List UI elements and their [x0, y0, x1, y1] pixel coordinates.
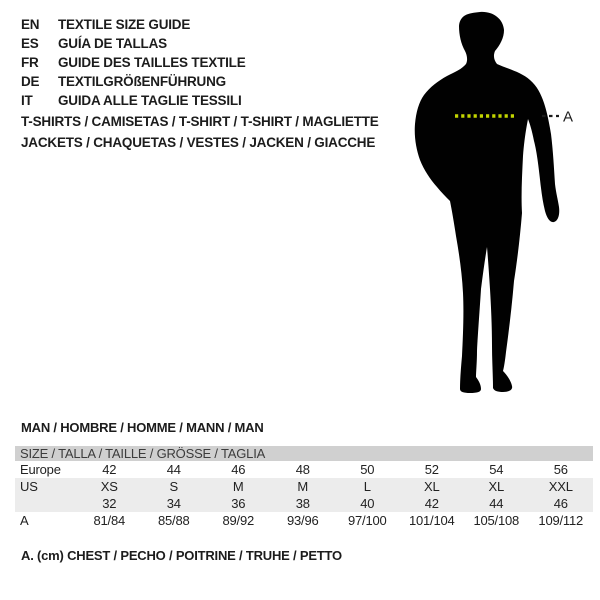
table-cell: 52 [424, 462, 439, 477]
table-cell: 44 [464, 495, 529, 512]
table-cell: XS [77, 478, 142, 495]
language-label: GUIDE DES TAILLES TEXTILE [58, 55, 246, 70]
language-row-es [21, 34, 246, 53]
row-label: US [15, 478, 77, 495]
table-header-row [15, 446, 593, 461]
table-cell: 89/92 [222, 513, 255, 528]
language-list [21, 15, 246, 110]
table-cell: 46 [529, 495, 594, 512]
table-cell: L [335, 478, 400, 495]
language-code: FR [21, 55, 39, 70]
table-cell: 46 [231, 462, 246, 477]
language-label: TEXTILGRÖßENFÜHRUNG [58, 74, 226, 89]
table-cell: 44 [166, 462, 181, 477]
footnote-chest: A. (cm) CHEST / PECHO / POITRINE / TRUHE / PETTO [21, 548, 342, 563]
row-label [15, 495, 77, 512]
table-cell: 54 [489, 462, 504, 477]
language-row-fr [21, 53, 246, 72]
table-cell: 101/104 [408, 513, 455, 528]
table-cell: 97/100 [347, 513, 387, 528]
table-cell: 105/108 [473, 513, 520, 528]
table-cell: 36 [206, 495, 271, 512]
row-label: A [20, 513, 29, 528]
table-row-europe [15, 461, 593, 478]
category-line-tshirts: T-SHIRTS / CAMISETAS / T-SHIRT / T-SHIRT / MAGLIETTE [21, 114, 379, 129]
table-cell: M [271, 478, 336, 495]
table-cell: 48 [295, 462, 310, 477]
language-row-en [21, 15, 246, 34]
category-line-jackets: JACKETS / CHAQUETAS / VESTES / JACKEN / GIACCHE [21, 135, 376, 150]
man-silhouette-figure [400, 0, 595, 400]
table-cell: 32 [77, 495, 142, 512]
language-label: GUÍA DE TALLAS [58, 36, 167, 51]
row-label: Europe [20, 462, 61, 477]
table-cell: 109/112 [538, 513, 584, 528]
language-code: DE [21, 74, 40, 89]
table-cell: 38 [271, 495, 336, 512]
table-row-chest-cm [15, 512, 593, 529]
table-cell: XXL [529, 478, 594, 495]
language-label: GUIDA ALLE TAGLIE TESSILI [58, 93, 242, 108]
table-cell: XL [400, 478, 465, 495]
table-cell: 50 [360, 462, 375, 477]
table-header: SIZE / TALLA / TAILLE / GRÖSSE / TAGLIA [15, 446, 593, 461]
size-table [15, 446, 593, 529]
language-row-it [21, 91, 246, 110]
language-code: ES [21, 36, 39, 51]
table-cell: XL [464, 478, 529, 495]
table-cell: 56 [553, 462, 568, 477]
table-row-uk [15, 495, 593, 512]
table-row-us [15, 478, 593, 495]
language-code: EN [21, 17, 40, 32]
table-cell: 93/96 [286, 513, 319, 528]
table-cell: S [142, 478, 207, 495]
table-cell: 81/84 [93, 513, 126, 528]
table-cell: 42 [102, 462, 117, 477]
man-silhouette-shape [415, 12, 560, 393]
language-row-de [21, 72, 246, 91]
table-cell: M [206, 478, 271, 495]
table-cell: 34 [142, 495, 207, 512]
section-title-man: MAN / HOMBRE / HOMME / MANN / MAN [21, 420, 264, 435]
table-cell: 40 [335, 495, 400, 512]
measure-label-a: A [563, 108, 574, 126]
table-cell: 42 [400, 495, 465, 512]
table-cell: 85/88 [157, 513, 190, 528]
language-label: TEXTILE SIZE GUIDE [58, 17, 191, 32]
language-code: IT [21, 93, 33, 108]
category-lines [21, 111, 379, 153]
